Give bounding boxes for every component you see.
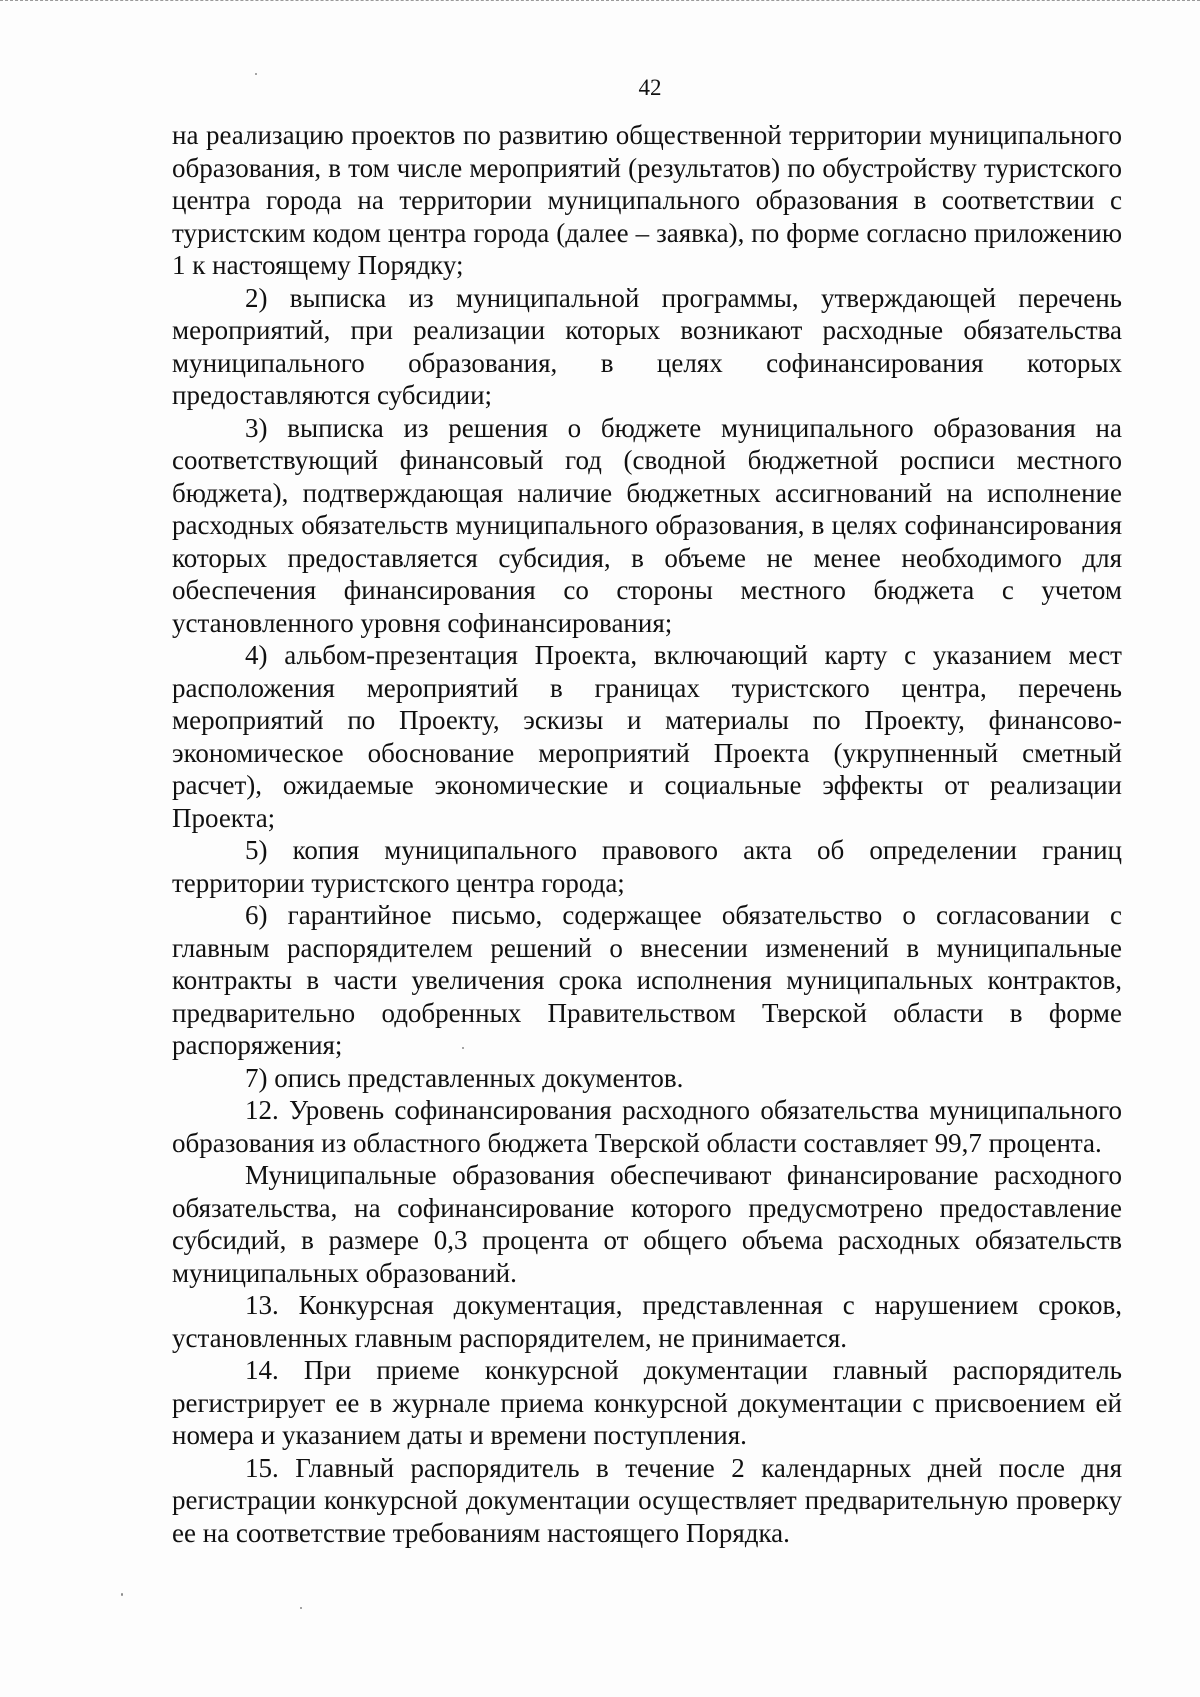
paragraph-item-3: 3) выписка из решения о бюджете муниципального образования на соответствующий финансовый год (сводной бюджетной росписи местного бюджета), подтверждающая наличие бюджетных ассигнований на исполнение расходных обязательств муниципального образования, в целях софинансирования которых предоставляется субсидия, в объеме не менее необходимого для обеспечения финансирования со стороны местного бюджета с учетом установленного уровня софинансирования;: [172, 412, 1122, 638]
scan-speck: [255, 73, 257, 75]
scan-speck: [121, 1593, 123, 1596]
paragraph-clause-12: 12. Уровень софинансирования расходного обязательства муниципального образования из областного бюджета Тверской области составляет 99,7 процента.: [172, 1095, 1122, 1158]
paragraph-item-6: 6) гарантийное письмо, содержащее обязательство о согласовании с главным распорядителем решений о внесении изменений в муниципальные контракты в части увеличения срока исполнения муниципальных контрактов, предварительно одобренных Правительством Тверской области в форме распоряжения;: [172, 900, 1122, 1060]
paragraph-clause-15: 15. Главный распорядитель в течение 2 календарных дней после дня регистрации конкурсной документации осуществляет предварительную проверку ее на соответствие требованиям настоящего Порядка.: [172, 1452, 1122, 1548]
paragraph-clause-14: 14. При приеме конкурсной документации главный распорядитель регистрирует ее в журнале приема конкурсной документации с присвоением ей номера и указанием даты и времени поступления.: [172, 1355, 1122, 1450]
paragraph-cofinancing-share: Муниципальные образования обеспечивают финансирование расходного обязательства, на софинансирование которого предусмотрено предоставление субсидий, в размере 0,3 процента от общего объема расходных обязательств муниципальных образований.: [172, 1160, 1122, 1288]
paragraph-application-continuation: на реализацию проектов по развитию общественной территории муниципального образования, в том числе мероприятий (результатов) по обустройству туристского центра города на территории муниципального образования в соответствии с туристским кодом центра города (далее – заявка), по форме согласно приложению 1 к настоящему Порядку;: [172, 120, 1122, 280]
paragraph-item-7: 7) опись представленных документов.: [245, 1062, 684, 1093]
scan-speck: [300, 1607, 302, 1609]
page-number: 42: [638, 75, 662, 100]
document-body: [172, 119, 1122, 1549]
paragraph-item-2: 2) выписка из муниципальной программы, утверждающей перечень мероприятий, при реализации которых возникают расходные обязательства муниципального образования, в целях софинансирования которых предоставляются субсидии;: [172, 282, 1122, 410]
paragraph-item-4: 4) альбом-презентация Проекта, включающий карту с указанием мест расположения мероприятий в границах туристского центра, перечень мероприятий по Проекту, эскизы и материалы по Проекту, финансово-экономическое обоснование мероприятий Проекта (укрупненный сметный расчет), ожидаемые экономические и социальные эффекты от реализации Проекта;: [172, 640, 1122, 833]
paragraph-clause-13: 13. Конкурсная документация, представленная с нарушением сроков, установленных главным распорядителем, не принимается.: [172, 1290, 1122, 1353]
scan-speck: [462, 1047, 464, 1049]
paragraph-item-5: 5) копия муниципального правового акта об определении границ территории туристского центра города;: [172, 835, 1122, 898]
